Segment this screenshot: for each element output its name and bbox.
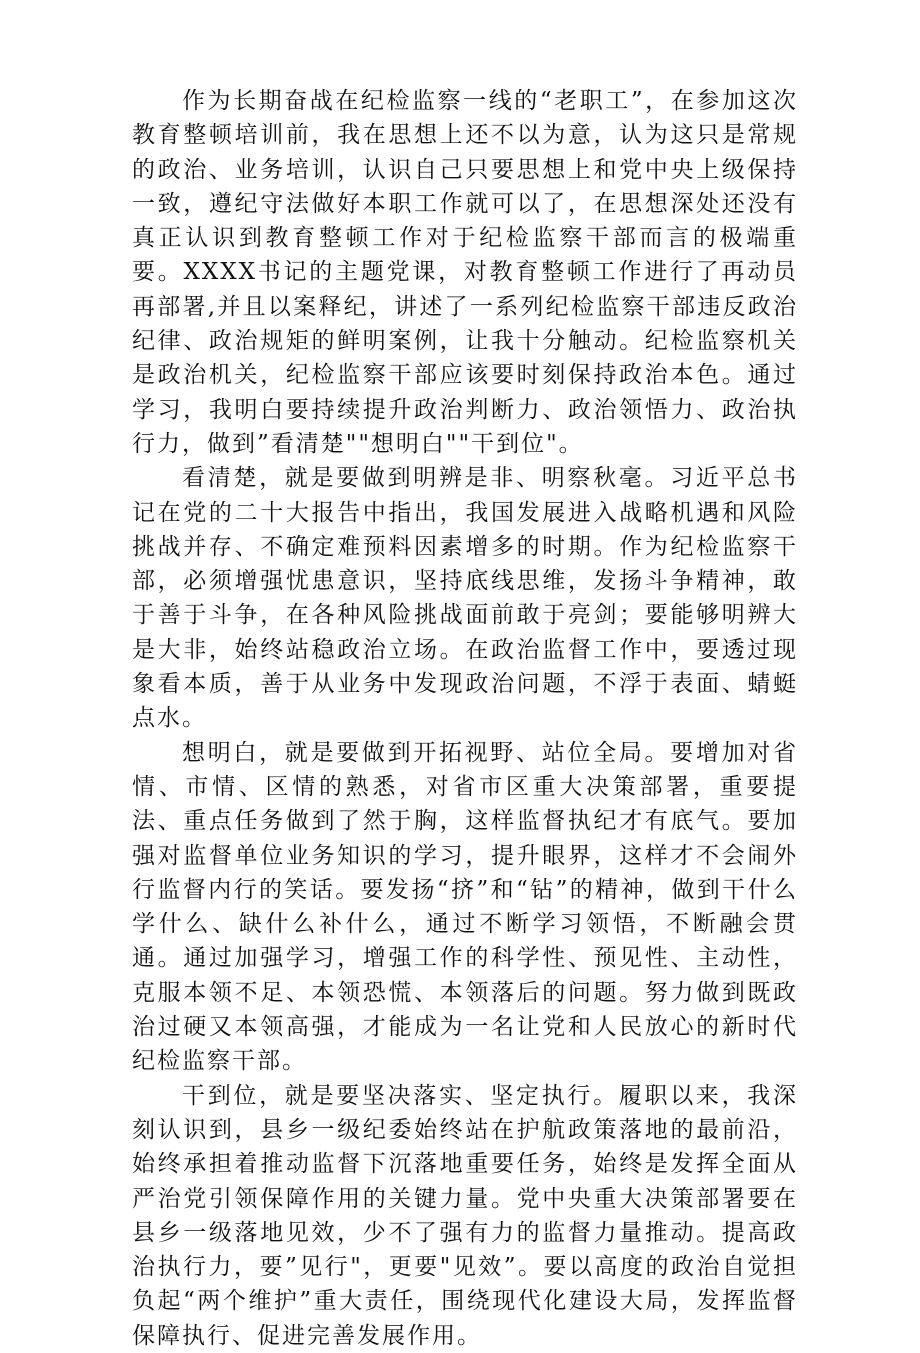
document-body (132, 84, 798, 1353)
paragraph-intro: 作为长期奋战在纪检监察一线的“老职工”，在参加这次教育整顿培训前，我在思想上还不以为意，认为这只是常规的政治、业务培训，认识自己只要思想上和党中央上级保持一致，遵纪守法做好本职工作就可以了，在思想深处还没有真正认识到教育整顿工作对于纪检监察干部而言的极端重要。XXXX书记的主题党课，对教育整顿工作进行了再动员再部署,并且以案释纪，讲述了一系列纪检监察干部违反政治纪律、政治规矩的鲜明案例，让我十分触动。纪检监察机关是政治机关，纪检监察干部应该要时刻保持政治本色。通过学习，我明白要持续提升政治判断力、政治领悟力、政治执行力，做到”看清楚""想明白""干到位"。 (132, 88, 798, 457)
paragraph-execute: 干到位，就是要坚决落实、坚定执行。履职以来，我深刻认识到，县乡一级纪委始终站在护航政策落地的最前沿，始终承担着推动监督下沉落地重要任务，始终是发挥全面从严治党引领保障作用的关键力量。党中央重大决策部署要在县乡一级落地见效，少不了强有力的监督力量推动。提高政治执行力，要”见行"，更要"见效”。要以高度的政治自觉担负起“两个维护”重大责任，围绕现代化建设大局，发挥监督保障执行、促进完善发展作用。 (132, 1082, 798, 1349)
paragraph-see-clearly: 看清楚，就是要做到明辨是非、明察秋毫。习近平总书记在党的二十大报告中指出，我国发展进入战略机遇和风险挑战并存、不确定难预料因素增多的时期。作为纪检监察干部，必须增强忧患意识，坚持底线思维，发扬斗争精神，敢于善于斗争，在各种风险挑战面前敢于亮剑；要能够明辨大是大非，始终站稳政治立场。在政治监督工作中，要透过现象看本质，善于从业务中发现政治问题，不浮于表面、蜻蜓点水。 (132, 465, 798, 732)
paragraph-think-clearly: 想明白，就是要做到开拓视野、站位全局。要增加对省情、市情、区情的熟悉，对省市区重大决策部署，重要提法、重点任务做到了然于胸，这样监督执纪才有底气。要加强对监督单位业务知识的学习，提升眼界，这样才不会闹外行监督内行的笑话。要发扬“挤”和“钻”的精神，做到干什么学什么、缺什么补什么，通过不断学习领悟，不断融会贯通。通过加强学习，增强工作的科学性、预见性、主动性，克服本领不足、本领恐慌、本领落后的问题。努力做到既政治过硬又本领高强，才能成为一名让党和人民放心的新时代纪检监察干部。 (132, 739, 798, 1075)
